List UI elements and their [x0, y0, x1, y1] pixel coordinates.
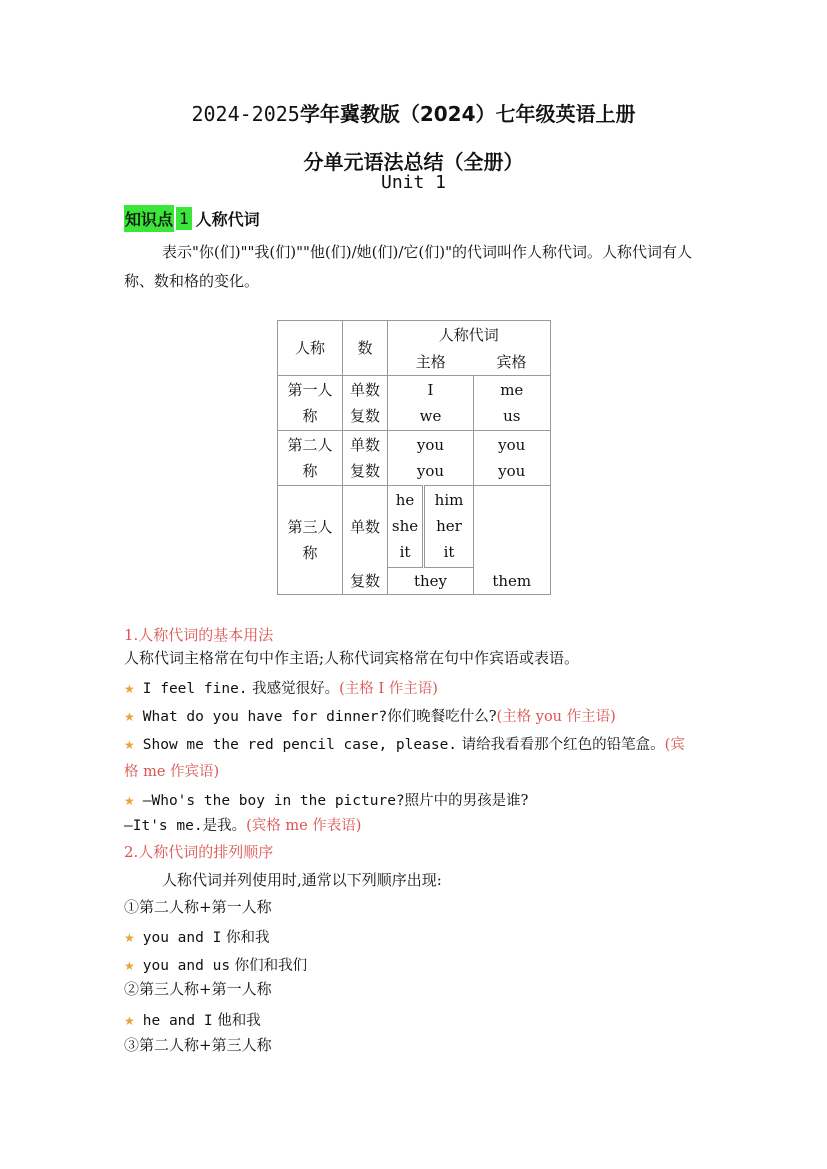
example-4-answer: —It's me.是我。(宾格 me 作表语)	[124, 818, 362, 834]
example-3-cont: 格 me 作宾语)	[124, 764, 220, 780]
header-number: 数	[343, 321, 388, 376]
cell-number-3p: 复数	[343, 567, 388, 594]
knowledge-tag: 知识点	[124, 205, 174, 232]
cell-number-2: 单数 复数	[343, 431, 388, 486]
cell-third-object-singular: him her it	[424, 486, 474, 568]
cell-first-object: me us	[474, 376, 551, 431]
cell-first-person: 第一人称	[278, 376, 343, 431]
header-pronoun: 人称代词	[388, 321, 551, 349]
order-2-example-a: ★ he and I 他和我	[124, 1013, 261, 1029]
example-1: ★ I feel fine. 我感觉很好。(主格 I 作主语)	[124, 681, 438, 697]
order-1-example-a: ★ you and I 你和我	[124, 930, 270, 946]
star-icon: ★	[124, 959, 135, 973]
cell-second-subject: you you	[388, 431, 474, 486]
section-2-desc: 人称代词并列使用时,通常以下列顺序出现:	[162, 871, 442, 889]
section-2-title: 2.人称代词的排列顺序	[124, 843, 274, 861]
header-person: 人称	[278, 321, 343, 376]
knowledge-point-heading	[124, 205, 260, 232]
example-4-question: ★ —Who's the boy in the picture?照片中的男孩是谁?	[124, 793, 529, 809]
cell-third-subject-singular: he she it	[388, 486, 424, 568]
header-object: 宾格	[474, 348, 551, 376]
order-3: ③第二人称+第三人称	[124, 1036, 272, 1054]
cell-number-1: 单数 复数	[343, 376, 388, 431]
order-2: ②第三人称+第一人称	[124, 980, 272, 998]
knowledge-label: 人称代词	[195, 210, 260, 229]
document-subtitle: 分单元语法总结（全册）	[303, 150, 524, 174]
star-icon: ★	[124, 794, 135, 808]
order-1-example-b: ★ you and us 你们和我们	[124, 958, 308, 974]
knowledge-number: 1	[176, 207, 192, 230]
cell-third-object-plural: them	[474, 486, 551, 595]
pronoun-table	[277, 320, 551, 595]
intro-paragraph: 表示"你(们)""我(们)""他(们)/她(们)/它(们)"的代词叫作人称代词。人称代词有人称、数和格的变化。	[124, 243, 693, 290]
star-icon: ★	[124, 738, 135, 752]
cell-first-subject: I we	[388, 376, 474, 431]
example-3: ★ Show me the red pencil case, please. 请给我看看那个红色的铅笔盒。(宾	[124, 737, 685, 753]
cell-second-person: 第二人称	[278, 431, 343, 486]
star-icon: ★	[124, 682, 135, 696]
cell-third-subject-plural: they	[388, 567, 474, 594]
document-title: 2024-2025学年冀教版（2024）七年级英语上册	[191, 102, 636, 126]
unit-heading: Unit 1	[380, 172, 447, 193]
section-1-title: 1.人称代词的基本用法	[124, 626, 274, 644]
star-icon: ★	[124, 1014, 135, 1028]
cell-third-person: 第三人称	[278, 486, 343, 595]
order-1: ①第二人称+第一人称	[124, 898, 272, 916]
header-subject: 主格	[388, 348, 474, 376]
star-icon: ★	[124, 710, 135, 724]
cell-second-object: you you	[474, 431, 551, 486]
section-1-desc: 人称代词主格常在句中作主语;人称代词宾格常在句中作宾语或表语。	[124, 649, 580, 667]
cell-number-3s: 单数	[343, 486, 388, 568]
example-2: ★ What do you have for dinner?你们晚餐吃什么?(主格 you 作主语)	[124, 709, 616, 725]
star-icon: ★	[124, 931, 135, 945]
